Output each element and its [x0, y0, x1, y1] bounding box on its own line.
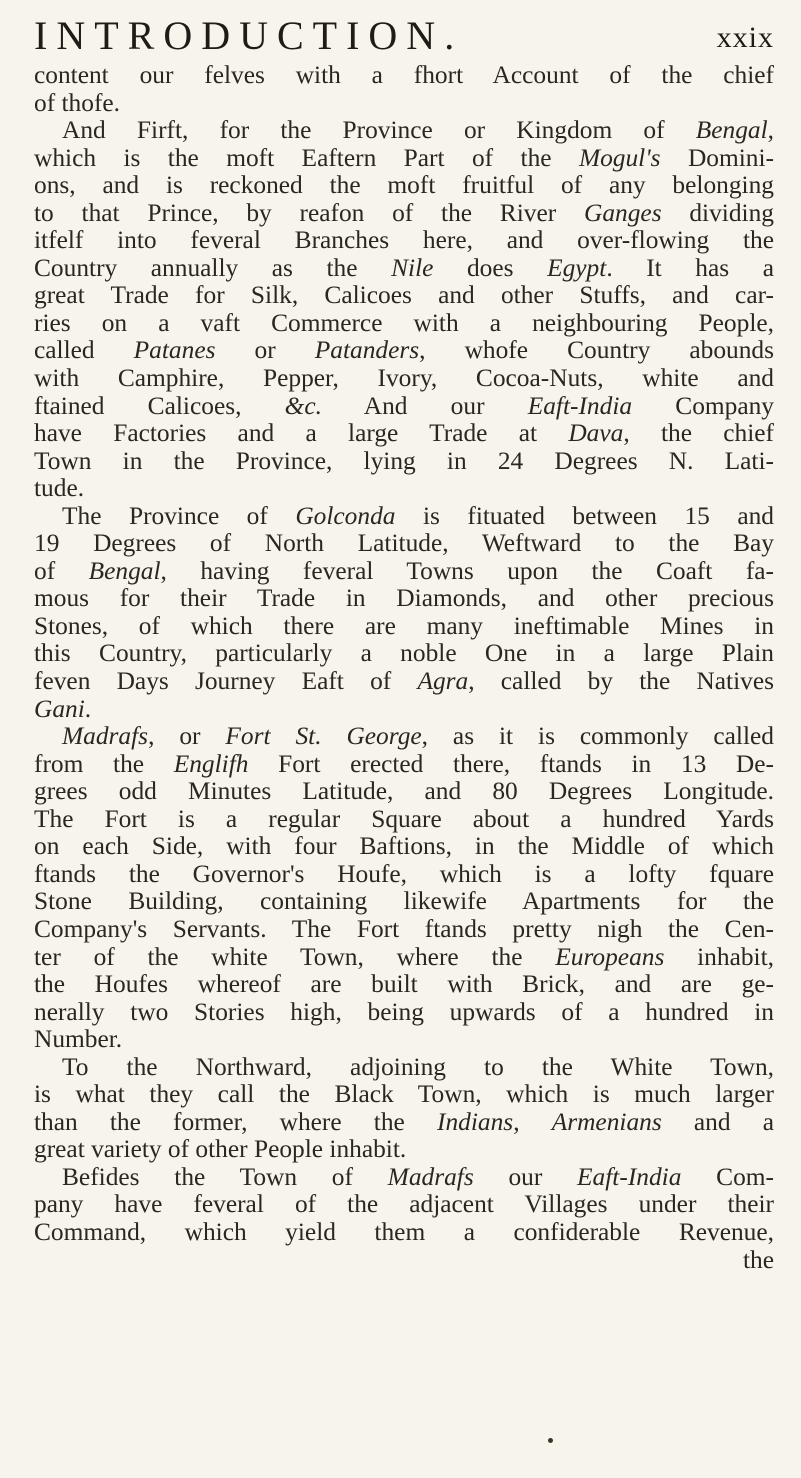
text-segment: have Factories and a large Trade at: [34, 419, 569, 448]
text-line: [34, 420, 774, 448]
text-segment: ter of the white Town, where the: [34, 942, 556, 971]
text-segment: . It has a: [606, 253, 774, 282]
text-segment: Stone Building, containing likewife Apartments for the: [34, 887, 774, 916]
page-number: xxix: [716, 21, 774, 54]
text-segment: our: [473, 1162, 578, 1191]
italic-text: Indians: [437, 1107, 514, 1136]
text-segment: Country annually as the: [34, 253, 392, 282]
text-line: [34, 1109, 774, 1137]
text-segment: content our felves with a fhort Account of the chief: [34, 61, 774, 89]
text-segment: ftained Calicoes,: [34, 391, 285, 420]
text-segment: does: [433, 253, 548, 282]
italic-text: Bengal: [88, 556, 161, 585]
text-segment: Fort erected there, ftands in 13 De-: [248, 749, 774, 778]
text-segment: Company: [632, 391, 774, 420]
italic-text: Eaft-India: [577, 1162, 682, 1191]
text-line: [34, 1191, 774, 1219]
text-segment: to that Prince, by reafon of the River: [34, 198, 584, 227]
text-segment: mous for their Trade in Diamonds, and other precious: [34, 584, 774, 613]
text-segment: And our: [322, 391, 528, 420]
text-line: [34, 393, 774, 421]
text-line: [34, 1219, 774, 1247]
italic-text: Nile: [391, 253, 434, 282]
ink-speck: [548, 1438, 553, 1443]
text-segment: , called by the Natives: [468, 667, 774, 696]
text-segment: great variety of other People inhabit.: [34, 1135, 407, 1164]
text-segment: dividing: [661, 198, 774, 227]
body-text: [34, 62, 774, 1274]
italic-text: Madrafs: [387, 1162, 474, 1191]
text-line: [34, 503, 774, 531]
text-segment: itfelf into feveral Branches here, and over-flowing the: [34, 226, 774, 255]
text-line: [34, 1054, 774, 1082]
text-segment: 19 Degrees of North Latitude, Weftward to the Bay: [34, 529, 774, 558]
text-segment: which is the moft Eaftern Part of the: [34, 143, 579, 172]
text-line: [34, 365, 774, 393]
text-segment: Com-: [681, 1162, 774, 1191]
italic-text: Eaft-India: [527, 391, 633, 420]
text-line: [34, 585, 774, 613]
text-segment: from the: [34, 749, 174, 778]
text-segment: .: [84, 694, 92, 723]
text-segment: The Province of: [62, 501, 296, 530]
text-line: [34, 1081, 774, 1109]
text-segment: grees odd Minutes Latitude, and 80 Degrees Longitude.: [34, 777, 774, 806]
text-segment: nerally two Stories high, being upwards of a hundred in: [34, 997, 774, 1026]
italic-text: Egypt: [547, 253, 607, 282]
text-segment: with Camphire, Pepper, Ivory, Cocoa-Nuts, white and: [34, 364, 774, 393]
text-line: [34, 916, 774, 944]
text-segment: is what they call the Black Town, which is much larger: [34, 1080, 774, 1109]
text-line: [34, 282, 774, 310]
italic-text: Ganges: [584, 198, 662, 227]
italic-text: Englifh: [173, 749, 249, 778]
text-segment: this Country, particularly a noble One in a large Plain: [34, 639, 774, 668]
text-segment: ,: [513, 1107, 552, 1136]
text-segment: tude.: [34, 474, 85, 503]
text-line: [34, 861, 774, 889]
text-line: [34, 696, 774, 724]
text-segment: ries on a vaft Commerce with a neighbouring People,: [34, 308, 774, 337]
text-segment: Number.: [34, 1025, 123, 1054]
italic-text: Agra: [417, 667, 469, 696]
text-segment: ons, and is reckoned the moft fruitful of any belonging: [34, 171, 774, 200]
text-segment: or: [215, 336, 315, 365]
text-segment: , as it is commonly called: [421, 722, 774, 751]
running-title: INTRODUCTION.: [34, 13, 464, 58]
text-segment: called: [34, 336, 134, 365]
text-line: [34, 1247, 774, 1275]
italic-text: Armenians: [551, 1107, 662, 1136]
text-segment: great Trade for Silk, Calicoes and other Stuffs, and car-: [34, 281, 774, 310]
text-line: [34, 1026, 774, 1054]
text-segment: , whofe Country abounds: [419, 336, 774, 365]
text-segment: of: [34, 556, 89, 585]
text-segment: and a: [661, 1107, 774, 1136]
text-line: [34, 475, 774, 503]
page-header: [34, 10, 774, 62]
italic-text: Mogul's: [578, 143, 661, 172]
italic-text: Patanes: [133, 336, 216, 365]
text-segment: The Fort is a regular Square about a hundred Yards: [34, 804, 774, 833]
text-line: [34, 200, 774, 228]
text-line: [34, 723, 774, 751]
text-line: [34, 145, 774, 173]
text-line: [34, 90, 774, 118]
text-line: [34, 751, 774, 779]
text-segment: inhabit,: [664, 942, 774, 971]
text-segment: Domini-: [660, 143, 774, 172]
text-line: [34, 999, 774, 1027]
text-line: [34, 310, 774, 338]
italic-text: &c.: [284, 391, 322, 420]
text-segment: And Firft, for the Province or Kingdom of: [62, 116, 696, 145]
text-segment: feven Days Journey Eaft of: [34, 667, 418, 696]
text-line: [34, 944, 774, 972]
text-segment: ftands the Governor's Houfe, which is a lofty fquare: [34, 859, 774, 888]
italic-text: Europeans: [555, 942, 665, 971]
text-line: [34, 778, 774, 806]
text-segment: Command, which yield them a confiderable Revenue,: [34, 1217, 774, 1246]
text-segment: , or: [148, 722, 226, 751]
text-segment: the Houfes whereof are built with Brick, and are ge-: [34, 970, 774, 999]
text-segment: than the former, where the: [34, 1107, 437, 1136]
italic-text: Golconda: [295, 501, 396, 530]
text-line: [34, 558, 774, 586]
text-line: [34, 888, 774, 916]
text-line: [34, 337, 774, 365]
text-segment: Befides the Town of: [62, 1162, 388, 1191]
text-segment: To the Northward, adjoining to the White Town,: [62, 1052, 774, 1081]
text-line: [34, 172, 774, 200]
text-segment: is fituated between 15 and: [395, 501, 774, 530]
text-line: [34, 668, 774, 696]
text-line: [34, 1164, 774, 1192]
text-segment: ,: [767, 116, 774, 145]
italic-text: Patanders: [314, 336, 420, 365]
italic-text: Dava: [568, 419, 624, 448]
text-segment: Company's Servants. The Fort ftands pretty nigh the Cen-: [34, 914, 774, 943]
text-segment: , having feveral Towns upon the Coaft fa-: [160, 556, 774, 585]
text-segment: the: [742, 1245, 774, 1274]
text-segment: on each Side, with four Baftions, in the Middle of which: [34, 832, 774, 861]
italic-text: Madrafs: [62, 722, 149, 751]
text-line: [34, 530, 774, 558]
text-line: [34, 806, 774, 834]
text-line: [34, 117, 774, 145]
text-line: [34, 62, 774, 90]
text-line: [34, 640, 774, 668]
text-line: [34, 833, 774, 861]
text-line: [34, 613, 774, 641]
text-segment: pany have feveral of the adjacent Villages under their: [34, 1190, 774, 1219]
text-line: [34, 971, 774, 999]
text-line: [34, 1136, 774, 1164]
italic-text: Bengal: [695, 116, 768, 145]
text-line: [34, 255, 774, 283]
text-segment: Stones, of which there are many ineftimable Mines in: [34, 611, 774, 640]
text-segment: , the chief: [623, 419, 774, 448]
italic-text: Gani: [34, 694, 85, 723]
italic-text: Fort St. George: [225, 722, 422, 751]
text-segment: Town in the Province, lying in 24 Degrees N. Lati-: [34, 446, 774, 475]
text-line: [34, 448, 774, 476]
text-segment: of thofe.: [34, 88, 121, 117]
text-line: [34, 227, 774, 255]
